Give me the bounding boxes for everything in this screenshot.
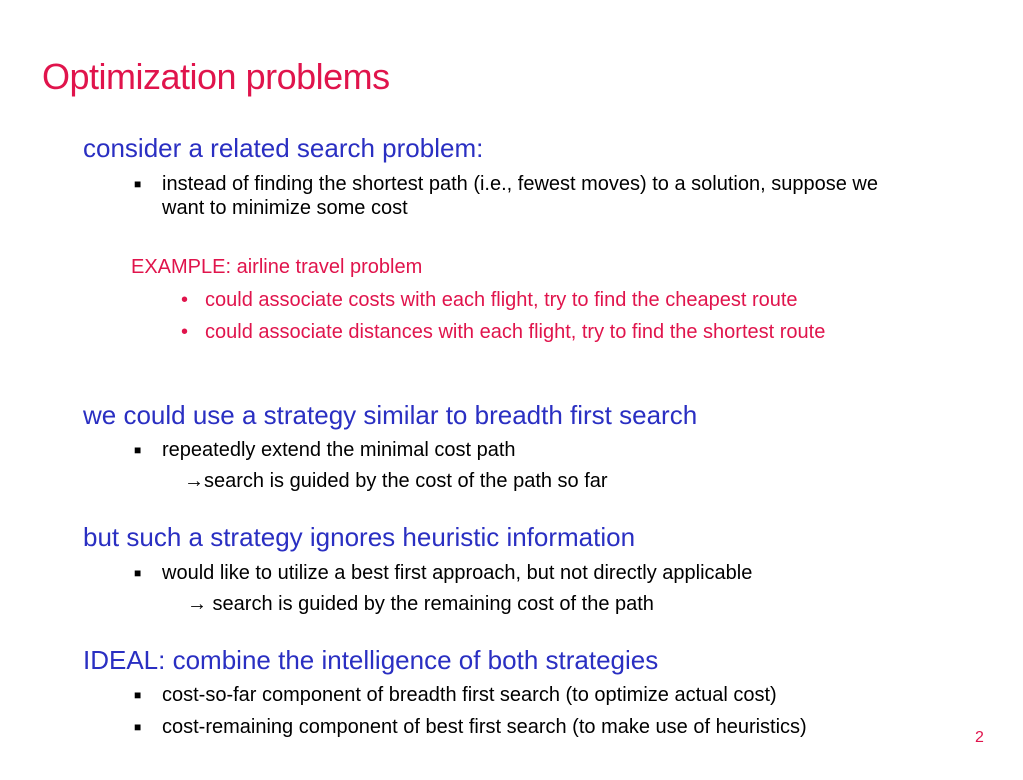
bullet-text: cost-so-far component of breadth first search (to optimize actual cost) — [162, 684, 777, 706]
bullet-text: cost-remaining component of best first search (to make use of heuristics) — [162, 716, 807, 738]
section-heading-related-search: consider a related search problem: — [83, 133, 484, 163]
round-bullet-icon: • — [181, 289, 189, 311]
section-heading-ideal: IDEAL: combine the intelligence of both strategies — [83, 645, 659, 675]
bullet-text: would like to utilize a best first approach, but not directly applicable — [162, 562, 753, 584]
bullet-text-line-2: want to minimize some cost — [162, 197, 408, 219]
bullet-text-line-1: instead of finding the shortest path (i.e., fewest moves) to a solution, suppose we — [162, 173, 878, 195]
example-item-text: could associate costs with each flight, try to find the cheapest route — [205, 289, 798, 311]
round-bullet-icon: • — [181, 321, 189, 343]
arrow-right-icon: → — [184, 470, 204, 492]
bullet-text — [162, 172, 962, 220]
section-heading-breadth-first: we could use a strategy similar to breadth first search — [83, 400, 698, 430]
bullet-text: repeatedly extend the minimal cost path — [162, 439, 516, 461]
example-item-text: could associate distances with each flight, try to find the shortest route — [205, 321, 826, 343]
arrow-note-remaining-cost — [187, 593, 654, 616]
square-bullet-icon: ■ — [134, 688, 142, 702]
example-heading: EXAMPLE: airline travel problem — [131, 256, 423, 278]
arrow-note-text: search is guided by the remaining cost of the path — [207, 593, 654, 615]
square-bullet-icon: ■ — [134, 720, 142, 734]
square-bullet-icon: ■ — [134, 177, 142, 191]
section-heading-ignores-heuristic: but such a strategy ignores heuristic information — [83, 522, 636, 552]
arrow-note-cost-so-far — [184, 470, 608, 493]
arrow-note-text: search is guided by the cost of the path so far — [204, 470, 608, 492]
slide-title: Optimization problems — [42, 56, 390, 97]
page-number: 2 — [975, 729, 984, 746]
arrow-right-icon: → — [187, 593, 207, 615]
square-bullet-icon: ■ — [134, 443, 142, 457]
square-bullet-icon: ■ — [134, 566, 142, 580]
